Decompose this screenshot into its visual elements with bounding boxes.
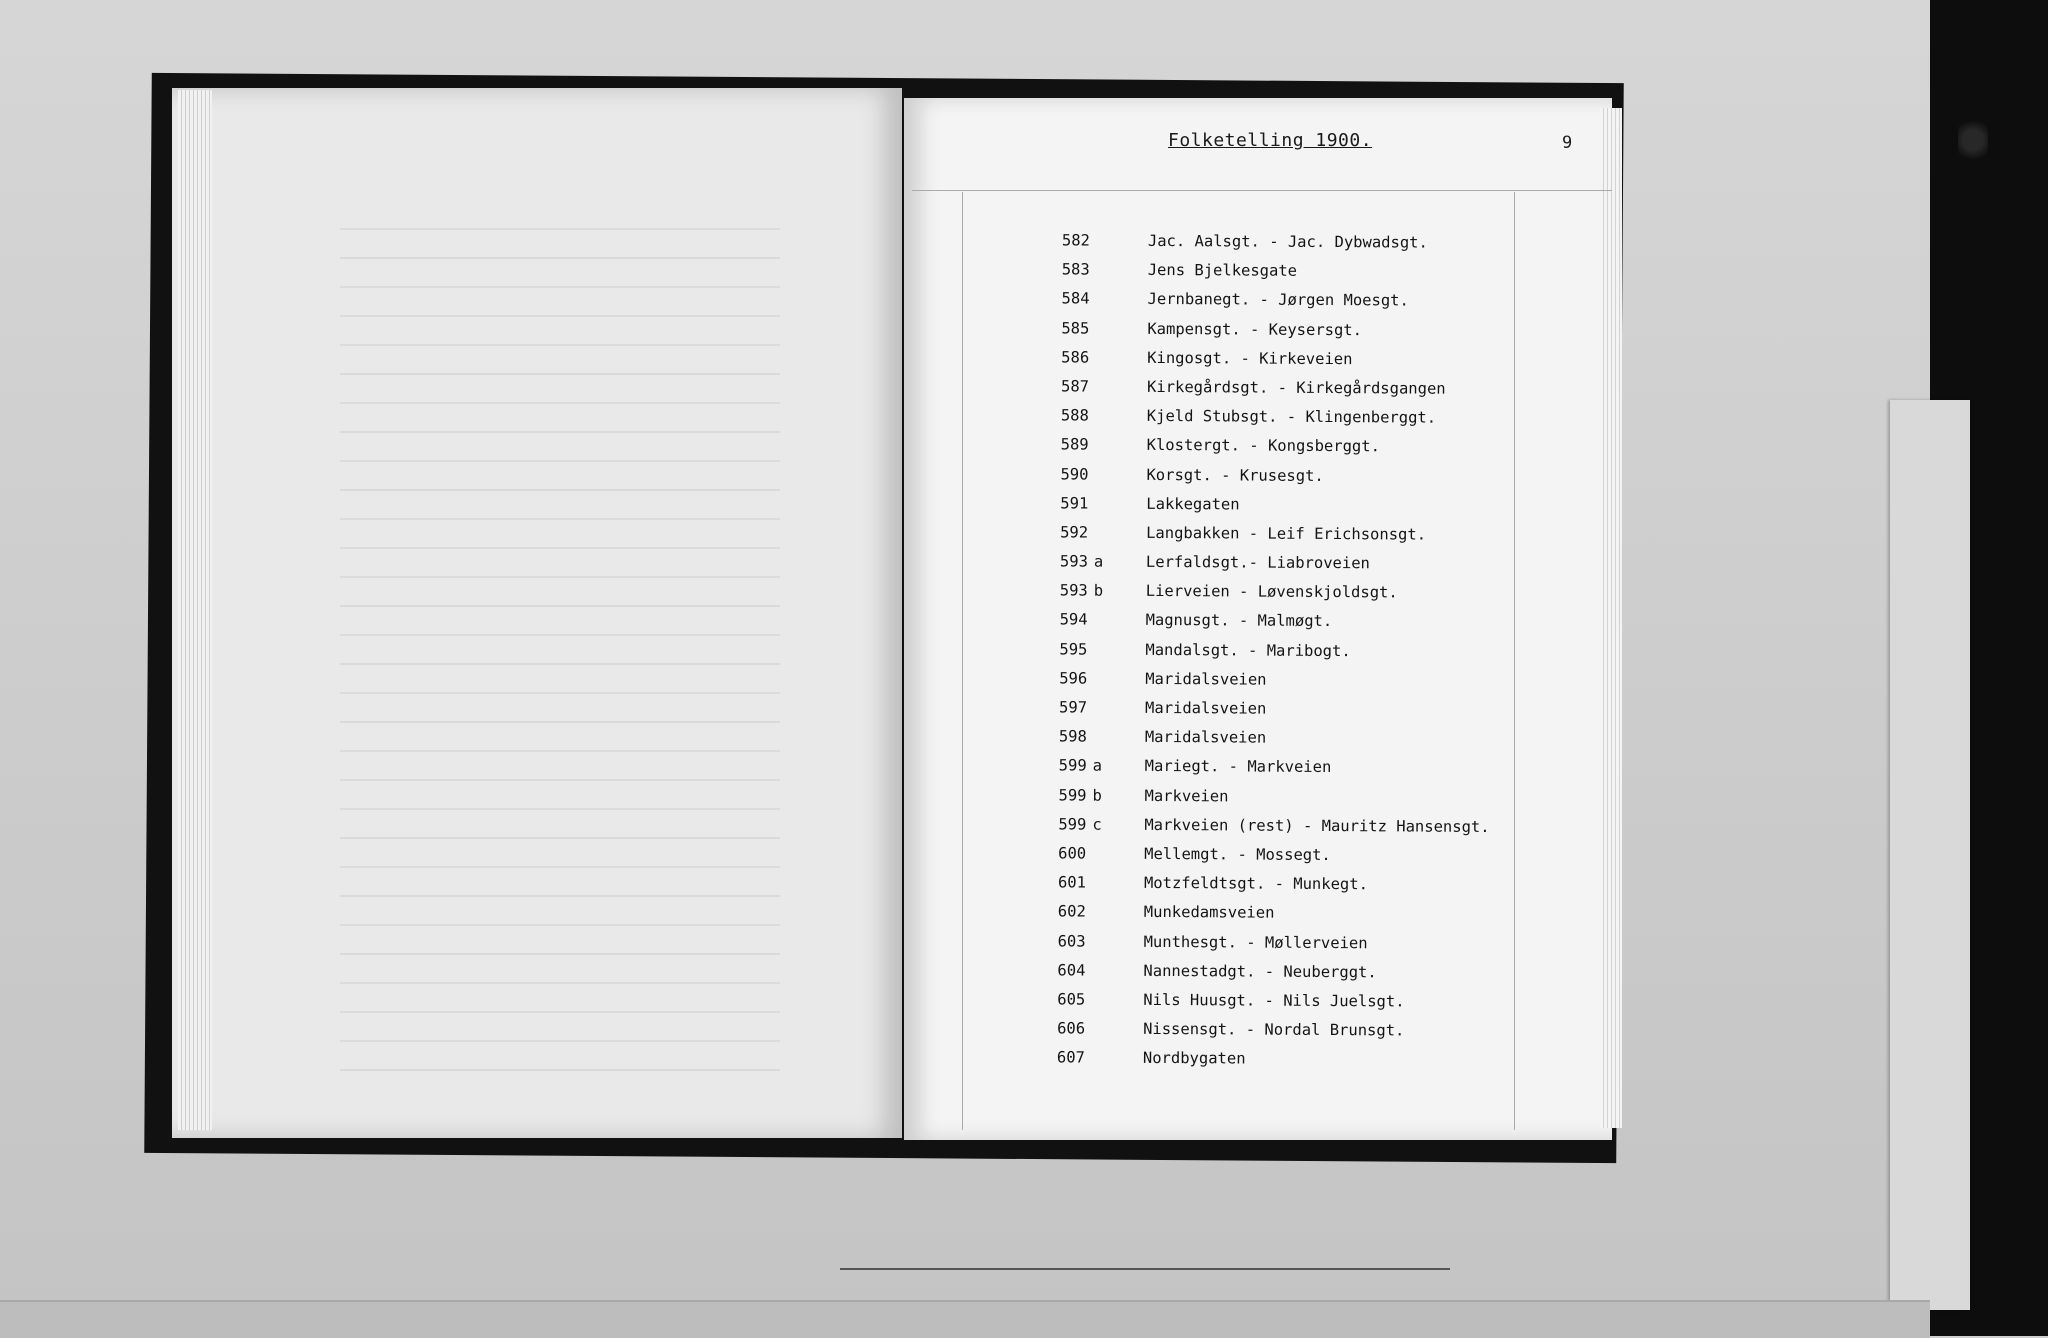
entry-streets: Motzfeldtsgt. - Munkegt. — [1144, 869, 1368, 900]
page-number: 9 — [1562, 133, 1572, 153]
entry-number: 606 — [1041, 1014, 1085, 1043]
list-item — [996, 868, 1496, 900]
entry-streets: Nils Huusgt. - Nils Juelsgt. — [1143, 986, 1404, 1017]
entry-number: 599 — [1042, 810, 1086, 839]
entry-number: 589 — [1045, 431, 1089, 460]
entry-streets: Korsgt. - Krusesgt. — [1146, 460, 1323, 490]
list-item — [996, 897, 1496, 929]
entry-number: 588 — [1045, 401, 1089, 430]
entry-suffix: a — [1094, 548, 1114, 577]
entry-number: 582 — [1046, 226, 1090, 255]
entry-streets: Mariegt. - Markveien — [1145, 752, 1332, 782]
list-item — [996, 926, 1496, 958]
entry-number: 599 — [1043, 752, 1087, 781]
entry-number: 593 — [1044, 547, 1088, 576]
list-item — [998, 576, 1498, 608]
entry-streets: Langbakken - Leif Erichsonsgt. — [1146, 519, 1426, 550]
entry-number: 590 — [1044, 460, 1088, 489]
entry-streets: Markveien (rest) - Mauritz Hansensgt. — [1144, 811, 1489, 842]
bottom-edge-strip — [0, 1300, 1930, 1338]
list-item — [997, 722, 1497, 754]
entry-streets: Munthesgt. - Møllerveien — [1144, 927, 1368, 958]
list-item — [995, 985, 1495, 1017]
entry-number: 605 — [1041, 985, 1085, 1014]
list-item — [998, 489, 1498, 521]
entry-streets: Nissensgt. - Nordal Brunsgt. — [1143, 1015, 1404, 1046]
entry-streets: Markveien — [1144, 781, 1228, 811]
list-item — [995, 1014, 1495, 1046]
header-rule — [912, 190, 1612, 191]
entry-number: 602 — [1042, 898, 1086, 927]
entry-streets: Jernbanegt. - Jørgen Moesgt. — [1147, 285, 1408, 316]
column-rule-left — [962, 192, 963, 1130]
list-item — [998, 518, 1498, 550]
entry-streets: Munkedamsveien — [1144, 898, 1275, 928]
entry-number: 596 — [1043, 664, 1087, 693]
list-item — [998, 605, 1498, 637]
entry-streets: Maridalsveien — [1145, 694, 1267, 724]
list-item — [997, 693, 1497, 725]
entry-streets: Lakkegaten — [1146, 490, 1240, 520]
list-item — [999, 372, 1499, 404]
entry-streets: Lierveien - Løvenskjoldsgt. — [1146, 577, 1398, 608]
entry-streets: Nannestadgt. - Neuberggt. — [1143, 957, 1376, 988]
list-item — [995, 956, 1495, 988]
entry-streets: Magnusgt. - Malmøgt. — [1146, 606, 1333, 636]
scan-mark — [1958, 110, 1988, 170]
entry-streets: Kampensgt. - Keysersgt. — [1147, 314, 1362, 345]
list-item — [998, 459, 1498, 491]
entry-streets: Mellemgt. - Mossegt. — [1144, 840, 1331, 870]
entry-streets: Jac. Aalsgt. - Jac. Dybwadsgt. — [1148, 227, 1428, 258]
list-item — [997, 635, 1497, 667]
page-title: Folketelling 1900. — [1168, 130, 1372, 151]
list-item — [996, 810, 1496, 842]
entry-number: 603 — [1042, 927, 1086, 956]
entry-streets: Kingosgt. - Kirkeveien — [1147, 344, 1352, 374]
entry-number: 597 — [1043, 693, 1087, 722]
entry-streets: Jens Bjelkesgate — [1148, 256, 1297, 286]
entry-number: 586 — [1045, 343, 1089, 372]
list-item — [998, 547, 1498, 579]
entry-number: 591 — [1044, 489, 1088, 518]
entry-number: 594 — [1044, 606, 1088, 635]
entry-streets: Nordbygaten — [1143, 1044, 1246, 1074]
list-item — [997, 664, 1497, 696]
show-through-text — [340, 210, 780, 1080]
entry-number: 585 — [1045, 314, 1089, 343]
list-item — [1000, 226, 1500, 258]
list-item — [999, 343, 1499, 375]
entry-suffix: b — [1092, 781, 1112, 810]
entry-number: 587 — [1045, 372, 1089, 401]
entry-streets: Kirkegårdsgt. - Kirkegårdsgangen — [1147, 373, 1446, 404]
list-item — [999, 284, 1499, 316]
list-item — [999, 314, 1499, 346]
loose-sheet-edge — [1890, 400, 1970, 1310]
list-item — [996, 839, 1496, 871]
entry-list — [995, 226, 1500, 1075]
entry-number: 583 — [1046, 255, 1090, 284]
entry-number: 604 — [1041, 956, 1085, 985]
entry-streets: Maridalsveien — [1145, 665, 1267, 695]
list-item — [999, 430, 1499, 462]
entry-number: 584 — [1045, 285, 1089, 314]
entry-suffix: b — [1094, 577, 1114, 606]
entry-number: 595 — [1043, 635, 1087, 664]
list-item — [999, 401, 1499, 433]
right-page-edges — [1600, 108, 1622, 1128]
entry-suffix: c — [1092, 810, 1112, 839]
entry-streets: Maridalsveien — [1145, 723, 1267, 753]
table-edge-line — [840, 1268, 1450, 1270]
entry-streets: Mandalsgt. - Maribogt. — [1145, 636, 1350, 666]
entry-streets: Lerfaldsgt.- Liabroveien — [1146, 548, 1370, 579]
entry-streets: Klostergt. - Kongsberggt. — [1147, 431, 1380, 462]
entry-number: 593 — [1044, 577, 1088, 606]
left-page-edges — [178, 90, 212, 1130]
entry-number: 598 — [1043, 722, 1087, 751]
list-item — [996, 781, 1496, 813]
entry-number: 599 — [1042, 781, 1086, 810]
list-item — [997, 751, 1497, 783]
entry-number: 607 — [1041, 1044, 1085, 1073]
column-rule-right — [1514, 192, 1515, 1130]
entry-number: 601 — [1042, 868, 1086, 897]
list-item — [995, 1043, 1495, 1075]
entry-suffix: a — [1093, 752, 1113, 781]
entry-number: 600 — [1042, 839, 1086, 868]
entry-number: 592 — [1044, 518, 1088, 547]
entry-streets: Kjeld Stubsgt. - Klingenberggt. — [1147, 402, 1436, 433]
list-item — [1000, 255, 1500, 287]
